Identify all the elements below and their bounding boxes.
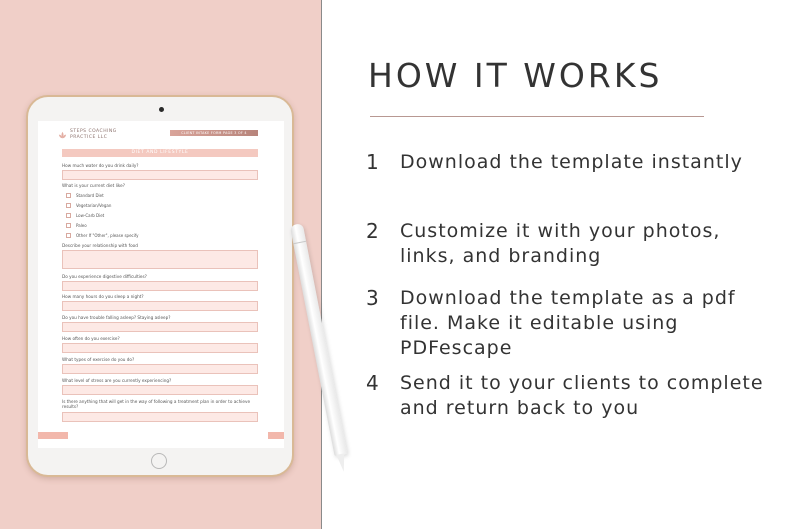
question-relationship: Describe your relationship with food (62, 243, 138, 248)
checkbox-vegetarian[interactable] (66, 203, 71, 208)
checkbox-standard-diet[interactable] (66, 193, 71, 198)
lotus-logo-icon (58, 131, 67, 140)
footer-accent-right (268, 432, 284, 439)
question-water: How much water do you drink daily? (62, 163, 139, 168)
page-indicator: CLIENT INTAKE FORM PAGE 3 OF 4 (170, 130, 258, 136)
question-sleep-trouble: Do you have trouble falling asleep? Staying asleep? (62, 315, 171, 320)
company-name: STEPS COACHING PRACTICE LLC (70, 129, 117, 140)
step-number: 2 (366, 219, 379, 243)
answer-exercise-frequency-field[interactable] (62, 343, 258, 353)
step-number: 1 (366, 150, 379, 174)
answer-water-field[interactable] (62, 170, 258, 180)
pencil-tip (336, 453, 347, 472)
step-text: Download the template instantly (400, 151, 743, 173)
footer-accent-left (38, 432, 68, 439)
question-digestive: Do you experience digestive difficulties? (62, 274, 147, 279)
answer-digestive-field[interactable] (62, 281, 258, 291)
checkbox-low-carb[interactable] (66, 213, 71, 218)
option-label: Low-Carb Diet (76, 213, 105, 218)
option-label: Standard Diet (76, 193, 104, 198)
title-underline (370, 116, 704, 117)
question-diet: What is your current diet like? (62, 183, 125, 188)
home-button-icon (151, 453, 167, 469)
step-number: 3 (366, 286, 379, 310)
checkbox-paleo[interactable] (66, 223, 71, 228)
tablet-screen (38, 121, 284, 448)
step-number: 4 (366, 371, 379, 395)
option-label: Other If "Other", please specify (76, 233, 139, 238)
tablet-mockup (26, 95, 294, 477)
answer-obstacles-field[interactable] (62, 412, 258, 422)
question-sleep-hours: How many hours do you sleep a night? (62, 294, 144, 299)
answer-sleep-trouble-field[interactable] (62, 322, 258, 332)
question-exercise-frequency: How often do you exercise? (62, 336, 120, 341)
question-stress: What level of stress are you currently experiencing? (62, 378, 172, 383)
step-text: Customize it with your photos, links, and branding (400, 220, 721, 267)
question-obstacles: Is there anything that will get in the way of following a treatment plan in order to achieve results? (62, 399, 251, 409)
option-label: Paleo (76, 223, 87, 228)
camera-icon (159, 107, 164, 112)
answer-sleep-hours-field[interactable] (62, 301, 258, 311)
checkbox-other[interactable] (66, 233, 71, 238)
answer-relationship-field[interactable] (62, 250, 258, 269)
question-exercise-type: What types of exercise do you do? (62, 357, 135, 362)
page-title: HOW IT WORKS (368, 56, 663, 95)
vertical-divider (321, 0, 322, 529)
section-title: DIET AND LIFESTYLE (62, 149, 258, 157)
answer-exercise-type-field[interactable] (62, 364, 258, 374)
answer-stress-field[interactable] (62, 385, 258, 395)
step-text: Send it to your clients to complete and return back to you (400, 372, 764, 419)
step-text: Download the template as a pdf file. Make it editable using PDFescape (400, 287, 736, 359)
option-label: Vegetarian/Vegan (76, 203, 112, 208)
